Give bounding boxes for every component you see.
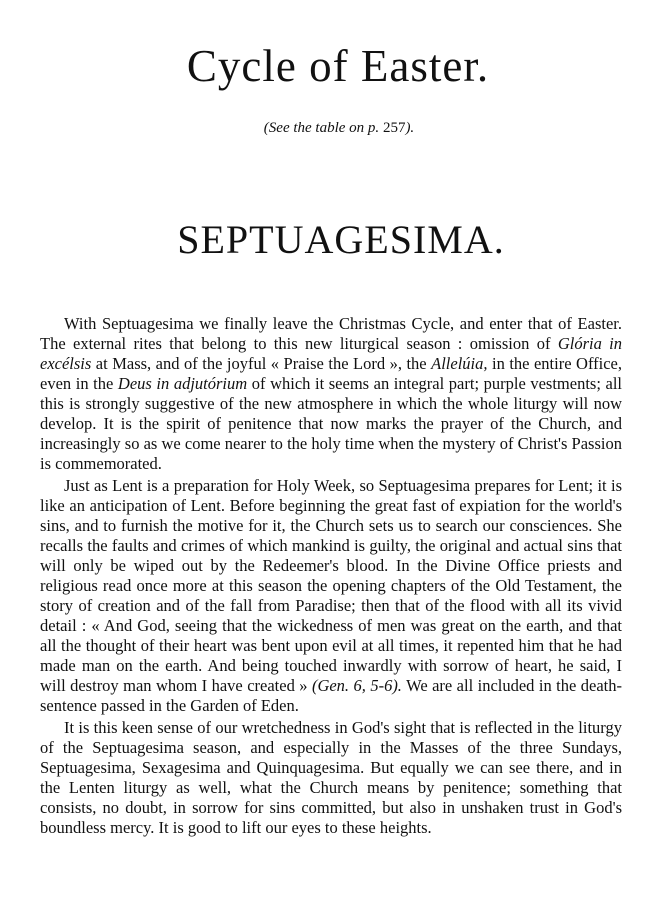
table-reference-page: 257 <box>382 120 406 136</box>
text-run: We are all included in the death-sentence passed in the Garden of Eden. <box>40 676 622 715</box>
table-reference <box>0 120 664 137</box>
paragraph <box>40 314 622 474</box>
text-run: of which it seems an integral part; purple vestments; all this is strongly suggestive of the new atmosphere in which the whole liturgy will now develop. It is the spirit of penitence that now marks the prayer of the Church, and increasingly so as we come nearer to the holy time when the mystery of Christ's Passion is commemorated. <box>40 374 623 473</box>
table-reference-text: (See the table on p. <box>263 120 380 136</box>
italic-phrase: Glória in excélsis <box>40 334 623 373</box>
text-run: at Mass, and of the joyful « Praise the Lord », the <box>91 354 432 373</box>
text-run: With Septuagesima we finally leave the Christmas Cycle, and enter that of Easter. The external rites that belong to this new liturgical season : omission of <box>40 314 622 353</box>
body-text <box>40 314 622 838</box>
paragraph <box>40 718 622 838</box>
italic-phrase: Deus in adjutórium <box>117 374 248 393</box>
text-run: Just as Lent is a preparation for Holy Week, so Septuagesima prepares for Lent; it is like an anticipation of Lent. Before beginning the great fast of expiation for the world's sins, and to furnish the motive for it, the Church sets us to search our consciences. She recalls the faults and crimes of which mankind is guilty, the original and actual sins that will only be wiped out by the Redeemer's blood. In the Divine Office priests and religious read once more at this season the opening chapters of the Old Testament, the story of creation and of the fall from Paradise; then that of the flood with all its vivid detail : « And God, seeing that the wickedness of men was great on the earth, and that all the thought of their heart was bent upon evil at all times, it repented him that he had made man on the earth. And being touched inwardly with sorrow of heart, he said, I will destroy man whom I have created » <box>40 476 622 695</box>
text-run: in the entire Office, even in the <box>40 354 623 393</box>
italic-phrase: (Gen. 6, 5-6). <box>311 676 402 695</box>
paragraph <box>40 476 622 716</box>
page-title: Cycle of Easter. <box>186 41 490 91</box>
section-heading: SEPTUAGESIMA. <box>177 217 505 262</box>
italic-phrase: Allelúia, <box>431 354 488 373</box>
table-reference-close: ). <box>405 120 415 136</box>
text-run: It is this keen sense of our wretchedness in God's sight that is reflected in the liturgy of the Septuagesima season, and especially in the Masses of the three Sundays, Septuagesima, Sexagesima and Quinquagesima. But equally we can see there, and in the Lenten liturgy as well, what the Church means by penitence; something that consists, no doubt, in sorrow for sins committed, but also in unshaken trust in God's boundless mercy. It is good to lift our eyes to these heights. <box>40 718 622 837</box>
